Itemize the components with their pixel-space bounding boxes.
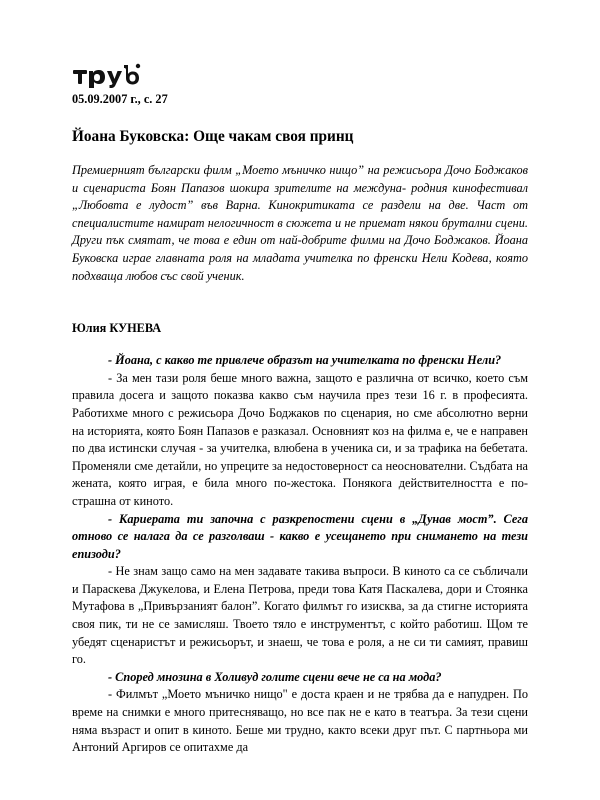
date-page-line: 05.09.2007 г., с. 27 <box>72 92 168 106</box>
article-title: Йоана Буковска: Още чакам своя принц <box>72 128 354 145</box>
article-author: Юлия КУНЕВА <box>72 321 162 336</box>
question-paragraph: - Според мнозина в Холивуд голите сцени вече не са на мода? <box>108 669 442 684</box>
answer-paragraph: - За мен тази роля беше много важна, защото е различна от всичко, което съм правила досега и защото показва какво съм научила през тези 16 г. в професията. Работихме много с режисьора Дочо Боджаков по сценария, но сме абсолютно верни на историята, която Боян Папазов е разказал. Основният коз на филма е, че е направен по два истински случая - за учителка, влюбена в ученика си, и за трафика на бебетата. Променяли сме детайли, но упреците за недостоверност са неоснователни. Съдбата на жената, която играя, е била много по-жестока. Понякога действителността е по-страшна от киното. <box>72 370 528 508</box>
answer-paragraph: - Не знам защо само на мен задавате такива въпроси. В киното са се събличали и Параскева Джукелова, и Елена Петрова, преди това Катя Паскалева, дори и Стоянка Мутафова в „Привързаният балон”. Когато филмът го изисква, за да стигне историята своя пик, ти не се замисляш. Твоето тяло е инструментът, с който работиш. Щом те убедят сценаристът и режисьорът, и знаеш, че това е роля, а не си ти самият, правиш го. <box>72 564 528 667</box>
document-page <box>72 62 528 757</box>
trud-logo <box>72 62 528 92</box>
question-paragraph: - Кариерата ти започна с разкрепостени сцени в „Дунав мост”. Сега отново се налага да се разголваш - какво е усещането при снимането на тези епизоди? <box>72 511 528 561</box>
question-paragraph: - Йоана, с какво те привлече образът на учителката по френски Нели? <box>108 353 502 368</box>
trud-logo-icon <box>72 62 142 90</box>
article-body <box>72 352 528 757</box>
answer-paragraph: - Филмът „Моето мъничко нищо" е доста краен и не трябва да е напудрен. По време на снимки е много притесняващо, но все пак не е като в театъра. За тези сцени няма възраст и опит в киното. Беше ми трудно, както всеки друг път. С партньора ми Антоний Аргиров се опитахме да <box>72 687 528 755</box>
article-lead: Премиерният български филм „Моето мъничко нищо” на режисьора Дочо Боджаков и сценариста Боян Папазов шокира зрителите на междуна- родния кинофестивал „Любовта е лудост” във Варна. Кинокритиката се раздели на две. Част от специалистите намират нелогичност в сюжета и не приемат някои брутални сцени. Други пък смятат, че това е един от най-добрите филми на Дочо Боджаков. Йоана Буковска играе главната роля на младата учителка по френски Нели Кодева, която подхваща любов със свой ученик. <box>72 163 528 283</box>
